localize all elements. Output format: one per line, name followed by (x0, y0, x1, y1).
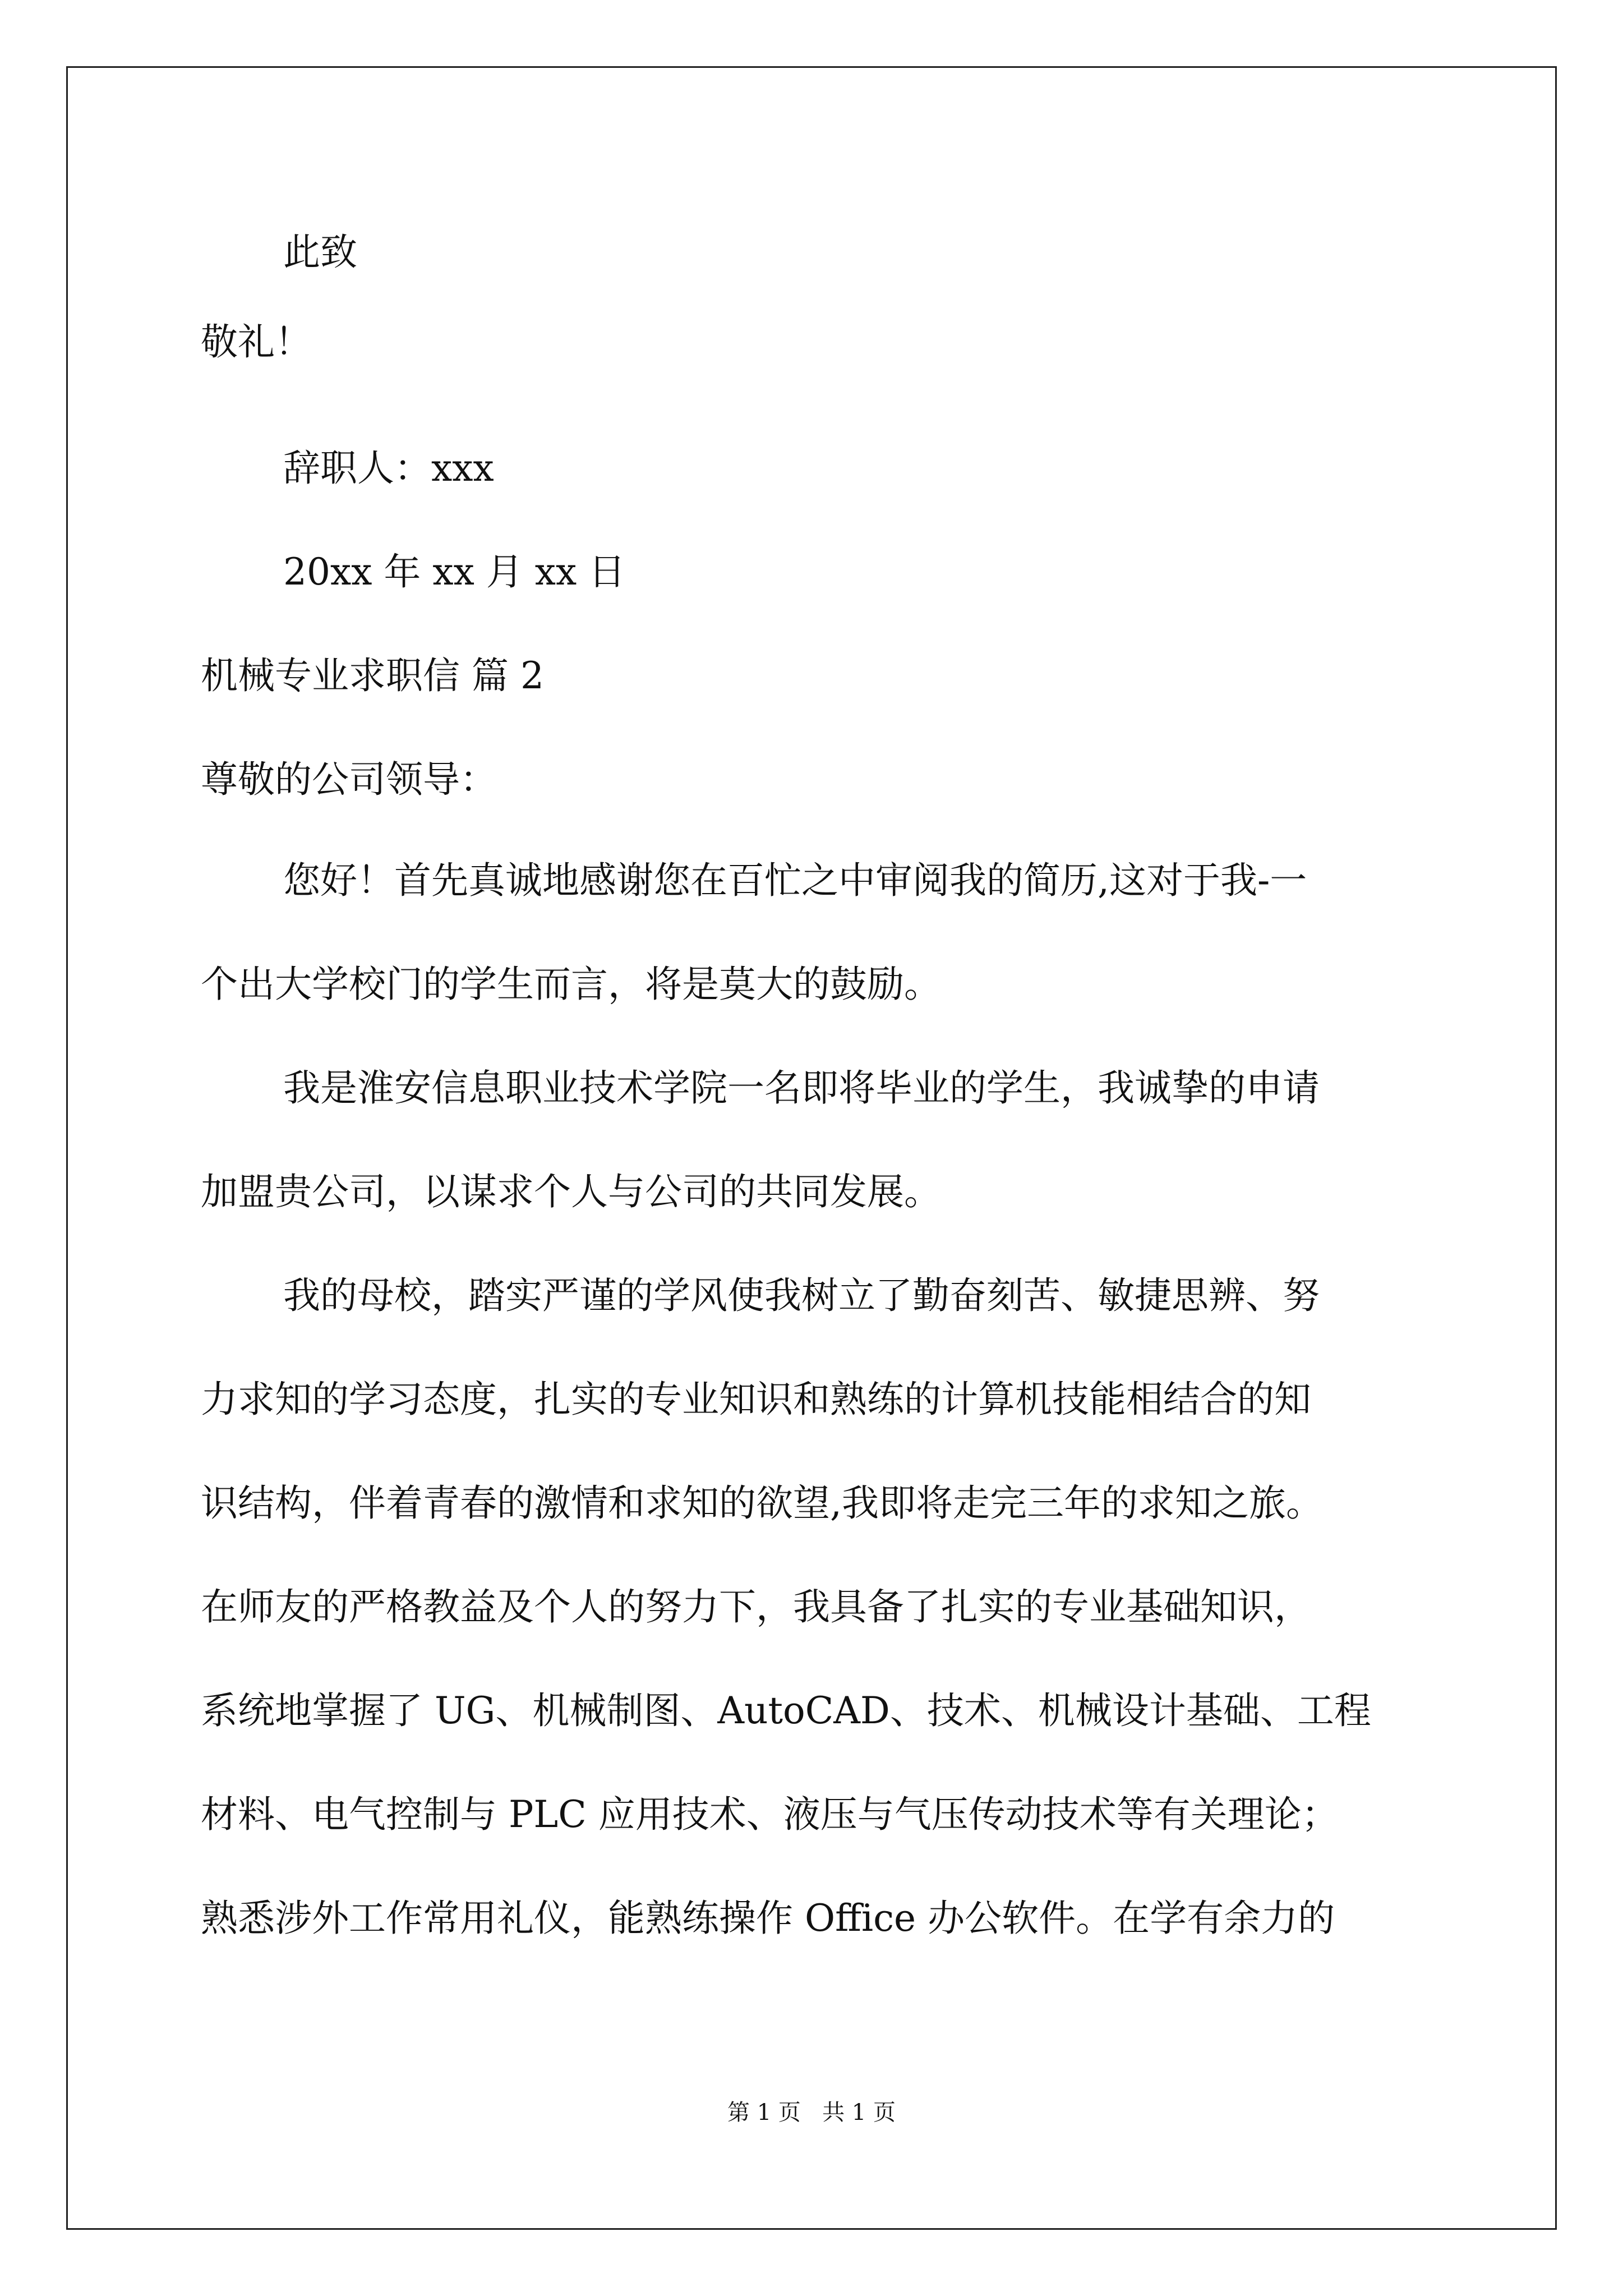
body-line: 熟悉涉外工作常用礼仪，能熟练操作 Office 办公软件。在学有余力的 (201, 1897, 1335, 1940)
date-line: 20xx 年 xx 月 xx 日 (283, 550, 626, 593)
closing-regards: 敬礼！ (201, 320, 312, 364)
closing-salutation: 此致 (283, 231, 357, 274)
body-line: 您好！首先真诚地感谢您在百忙之中审阅我的简历,这对于我-一 (283, 859, 1307, 902)
greeting-line: 尊敬的公司领导： (201, 758, 497, 801)
section-heading: 机械专业求职信 篇 2 (201, 654, 544, 697)
body-line: 在师友的严格教益及个人的努力下，我具备了扎实的专业基础知识， (201, 1585, 1311, 1628)
signer-line: 辞职人：xxx (283, 447, 494, 490)
body-line: 力求知的学习态度，扎实的专业知识和熟练的计算机技能相结合的知 (201, 1378, 1311, 1421)
body-line: 系统地掌握了 UG、机械制图、AutoCAD、技术、机械设计基础、工程 (201, 1689, 1371, 1732)
body-line: 材料、电气控制与 PLC 应用技术、液压与气压传动技术等有关理论； (201, 1793, 1339, 1836)
body-line: 我是淮安信息职业技术学院一名即将毕业的学生，我诚挚的申请 (283, 1066, 1320, 1110)
body-line: 加盟贵公司，以谋求个人与公司的共同发展。 (201, 1170, 941, 1213)
body-line: 个出大学校门的学生而言，将是莫大的鼓励。 (201, 963, 941, 1006)
body-line: 识结构，伴着青春的激情和求知的欲望,我即将走完三年的求知之旅。 (201, 1481, 1323, 1525)
body-line: 我的母校，踏实严谨的学风使我树立了勤奋刻苦、敏捷思辨、努 (283, 1274, 1320, 1317)
page-number-footer: 第 1 页 共 1 页 (727, 2100, 896, 2125)
